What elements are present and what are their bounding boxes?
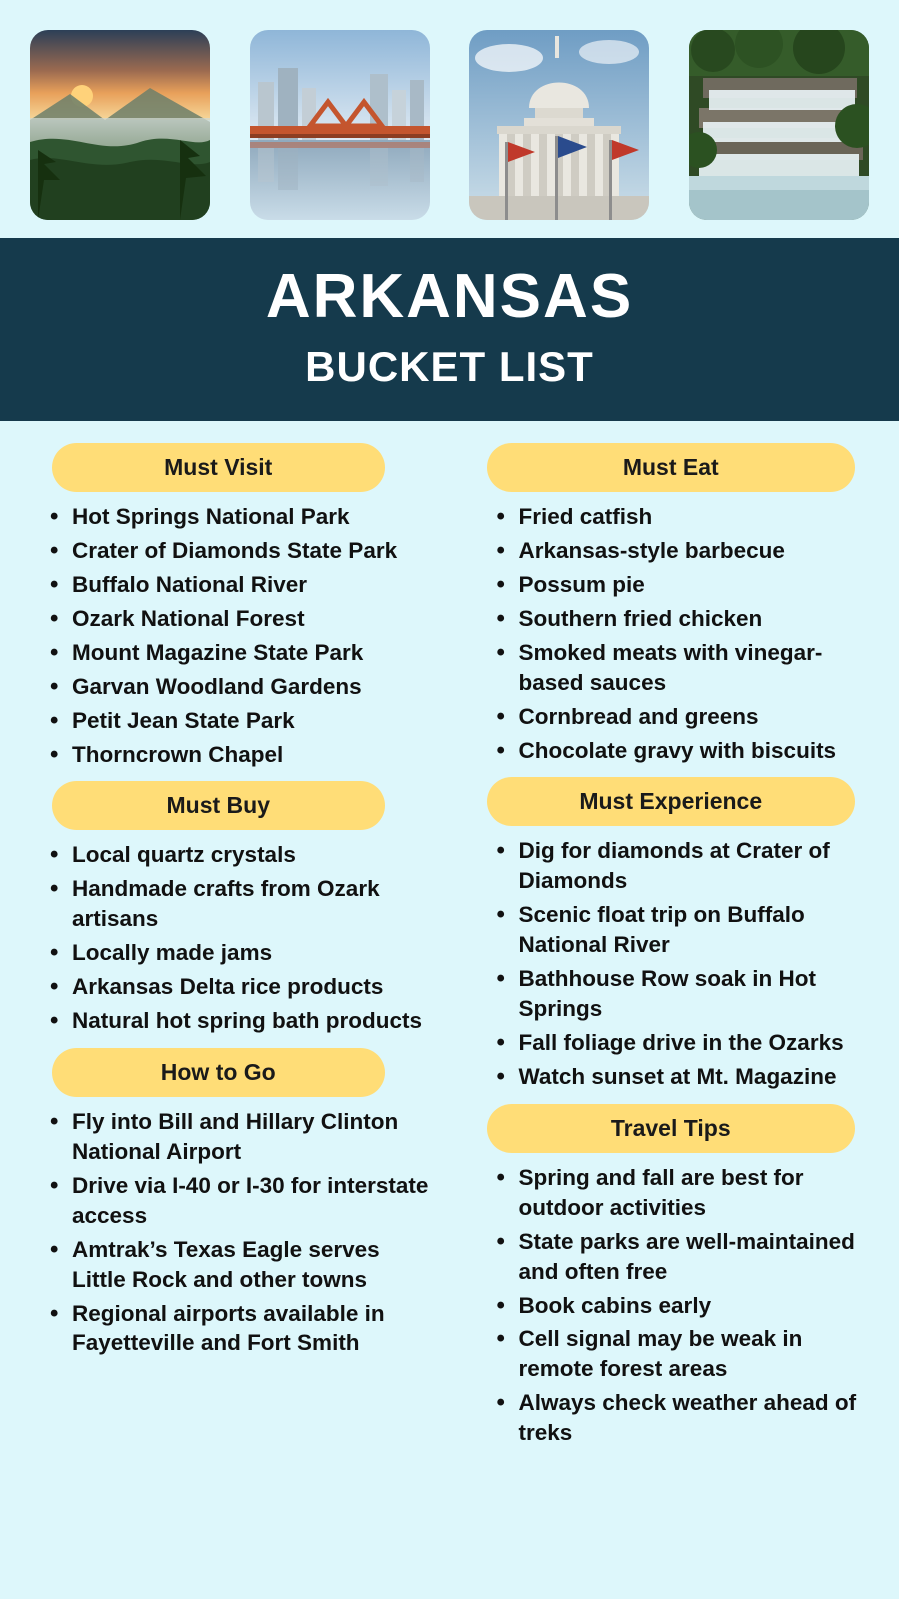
list-item: • Regional airports available in Fayetteville and Fort Smith (46, 1299, 435, 1359)
page-title: ARKANSAS (265, 262, 634, 331)
list-item: • Bathhouse Row soak in Hot Springs (493, 964, 874, 1024)
heading-must-experience: Must Experience (487, 777, 856, 826)
list-item: • Crater of Diamonds State Park (46, 536, 435, 566)
heading-must-eat: Must Eat (487, 443, 856, 492)
list-item: • State parks are well-maintained and often free (493, 1227, 874, 1287)
list-item: • Local quartz crystals (46, 840, 435, 870)
list-item: • Thorncrown Chapel (46, 740, 435, 770)
list-item: • Scenic float trip on Buffalo National River (493, 900, 874, 960)
list-item: • Arkansas Delta rice products (46, 972, 435, 1002)
list-item: • Natural hot spring bath products (46, 1006, 435, 1036)
list-item: • Book cabins early (493, 1291, 874, 1321)
little-rock-bridge-photo (250, 30, 430, 220)
list-item: • Garvan Woodland Gardens (46, 672, 435, 702)
list-must-visit (18, 502, 443, 769)
list-must-eat (457, 502, 882, 765)
foggy-valley-sunrise-photo (30, 30, 210, 220)
list-item: • Spring and fall are best for outdoor activities (493, 1163, 874, 1223)
heading-travel-tips: Travel Tips (487, 1104, 856, 1153)
section-must-visit (18, 443, 443, 769)
title-band (0, 238, 899, 421)
list-item: • Fly into Bill and Hillary Clinton National Airport (46, 1107, 435, 1167)
list-how-to-go (18, 1107, 443, 1358)
list-item: • Handmade crafts from Ozark artisans (46, 874, 435, 934)
list-item: • Fried catfish (493, 502, 874, 532)
list-item: • Cornbread and greens (493, 702, 874, 732)
list-item: • Petit Jean State Park (46, 706, 435, 736)
section-must-experience (457, 777, 882, 1091)
list-item: • Mount Magazine State Park (46, 638, 435, 668)
list-item: • Locally made jams (46, 938, 435, 968)
waterfall-photo (689, 30, 869, 220)
section-must-eat (457, 443, 882, 765)
list-item: • Fall foliage drive in the Ozarks (493, 1028, 874, 1058)
section-must-buy (18, 781, 443, 1036)
state-capitol-photo (469, 30, 649, 220)
list-item: • Smoked meats with vinegar-based sauces (493, 638, 874, 698)
heading-how-to-go: How to Go (52, 1048, 385, 1097)
list-item: • Amtrak’s Texas Eagle serves Little Rock and other towns (46, 1235, 435, 1295)
list-item: • Dig for diamonds at Crater of Diamonds (493, 836, 874, 896)
list-must-buy (18, 840, 443, 1036)
list-item: • Watch sunset at Mt. Magazine (493, 1062, 874, 1092)
list-item: • Southern fried chicken (493, 604, 874, 634)
heading-must-buy: Must Buy (52, 781, 385, 830)
list-item: • Drive via I-40 or I-30 for interstate access (46, 1171, 435, 1231)
list-must-experience (457, 836, 882, 1091)
content-columns (0, 421, 899, 1460)
list-item: • Chocolate gravy with biscuits (493, 736, 874, 766)
right-column (457, 435, 882, 1460)
list-item: • Ozark National Forest (46, 604, 435, 634)
heading-must-visit: Must Visit (52, 443, 385, 492)
section-how-to-go (18, 1048, 443, 1358)
photo-strip (0, 0, 899, 220)
list-item: • Buffalo National River (46, 570, 435, 600)
left-column (18, 435, 443, 1460)
list-item: • Hot Springs National Park (46, 502, 435, 532)
section-travel-tips (457, 1104, 882, 1448)
page-subtitle: BUCKET LIST (305, 343, 594, 391)
list-item: • Always check weather ahead of treks (493, 1388, 874, 1448)
list-item: • Possum pie (493, 570, 874, 600)
list-item: • Cell signal may be weak in remote forest areas (493, 1324, 874, 1384)
list-item: • Arkansas-style barbecue (493, 536, 874, 566)
list-travel-tips (457, 1163, 882, 1448)
